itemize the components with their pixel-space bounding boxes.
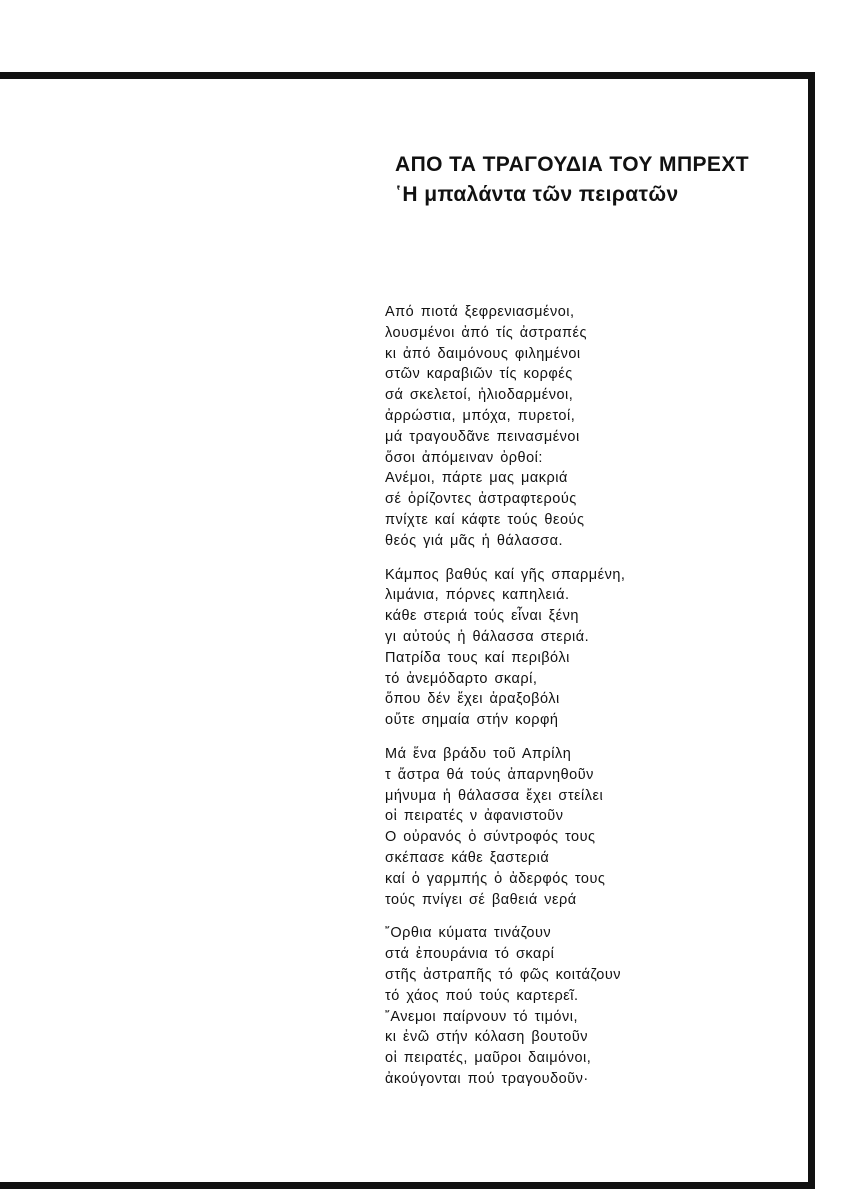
poem-line: τ ἄστρα θά τούς ἀπαρνηθοῦν	[385, 766, 594, 783]
poem-line: Ο οὐρανός ὁ σύντροφός τους	[385, 829, 596, 846]
poem-line: θεός γιά μᾶς ἡ θάλασσα.	[385, 532, 564, 549]
poem-line: οἱ πειρατές, μαῦροι δαιμόνοι,	[385, 1050, 592, 1067]
poem-line: ἀκούγονται πού τραγουδοῦν·	[385, 1070, 589, 1087]
stanza-4	[385, 923, 625, 1089]
poem-line: Ανέμοι, πάρτε μας μακριά	[385, 470, 568, 487]
poem-line: κι ἐνῶ στήν κόλαση βουτοῦν	[385, 1029, 589, 1046]
poem-line: μήνυμα ἡ θάλασσα ἔχει στείλει	[385, 787, 604, 804]
poem-line: Από πιοτά ξεφρενιασμένοι,	[385, 304, 575, 320]
poem-line: τούς πνίγει σέ βαθειά νερά	[385, 891, 577, 908]
poem-line: στά ἐπουράνια τό σκαρί	[385, 946, 555, 963]
poem-line: ἀρρώστια, μπόχα, πυρετοί,	[385, 407, 576, 424]
stanza-3	[385, 744, 625, 910]
poem-line: τό ἀνεμόδαρτο σκαρί,	[385, 670, 538, 687]
poem-line: Κάμπος βαθύς καί γῆς σπαρμένη,	[385, 566, 626, 583]
poem-line: κάθε στεριά τούς εἶναι ξένη	[385, 608, 579, 625]
poem-line: σέ ὁρίζοντες ἀστραφτερούς	[385, 491, 577, 508]
poem-line: πνίχτε καί κάφτε τούς θεούς	[385, 511, 585, 528]
title-line-1: ΑΠΟ ΤΑ ΤΡΑΓΟΥΔΙΑ ΤΟΥ ΜΠΡΕΧΤ	[395, 153, 749, 176]
poem-line: κι ἀπό δαιμόνους φιλημένοι	[385, 345, 581, 362]
frame-bottom-rule	[0, 1182, 815, 1189]
poem-line: λουσμένοι ἀπό τίς ἀστραπές	[385, 324, 587, 341]
poem-line: Μά ἕνα βράδυ τοῦ Απρίλη	[385, 745, 572, 762]
title-line-2: ῾Η μπαλάντα τῶν πειρατῶν	[395, 183, 679, 206]
stanza-1	[385, 302, 625, 552]
poem-line: σκέπασε κάθε ξαστεριά	[385, 849, 550, 866]
poem-line: στῶν καραβιῶν τίς κορφές	[385, 366, 573, 383]
poem-line: στῆς ἀστραπῆς τό φῶς κοιτάζουν	[385, 966, 622, 983]
poem-line: οὔτε σημαία στήν κορφή	[385, 712, 559, 729]
poem-line: σά σκελετοί, ἡλιοδαρμένοι,	[385, 387, 574, 404]
stanza-2	[385, 565, 625, 731]
poem-line: γι αὐτούς ἡ θάλασσα στεριά.	[385, 628, 590, 645]
poem-line: καί ὁ γαρμπής ὁ ἀδερφός τους	[385, 870, 606, 887]
frame-right-rule	[808, 72, 815, 1189]
poem	[385, 302, 625, 1103]
poem-line: ῎Ανεμοι παίρνουν τό τιμόνι,	[385, 1008, 578, 1025]
poem-line: τό χάος πού τούς καρτερεῖ.	[385, 987, 579, 1004]
poem-line: ῎Ορθια κύματα τινάζουν	[385, 925, 552, 942]
frame-top-rule	[0, 72, 814, 79]
page-title	[395, 150, 749, 210]
poem-line: ὅπου δέν ἔχει ἀραξοβόλι	[385, 691, 560, 708]
poem-line: ὅσοι ἀπόμειναν ὀρθοί:	[385, 449, 543, 466]
poem-line: οἱ πειρατές ν ἀφανιστοῦν	[385, 808, 564, 825]
poem-line: λιμάνια, πόρνες καπηλειά.	[385, 587, 570, 604]
poem-line: Πατρίδα τους καί περιβόλι	[385, 649, 570, 666]
poem-line: μά τραγουδᾶνε πεινασμένοι	[385, 428, 580, 445]
